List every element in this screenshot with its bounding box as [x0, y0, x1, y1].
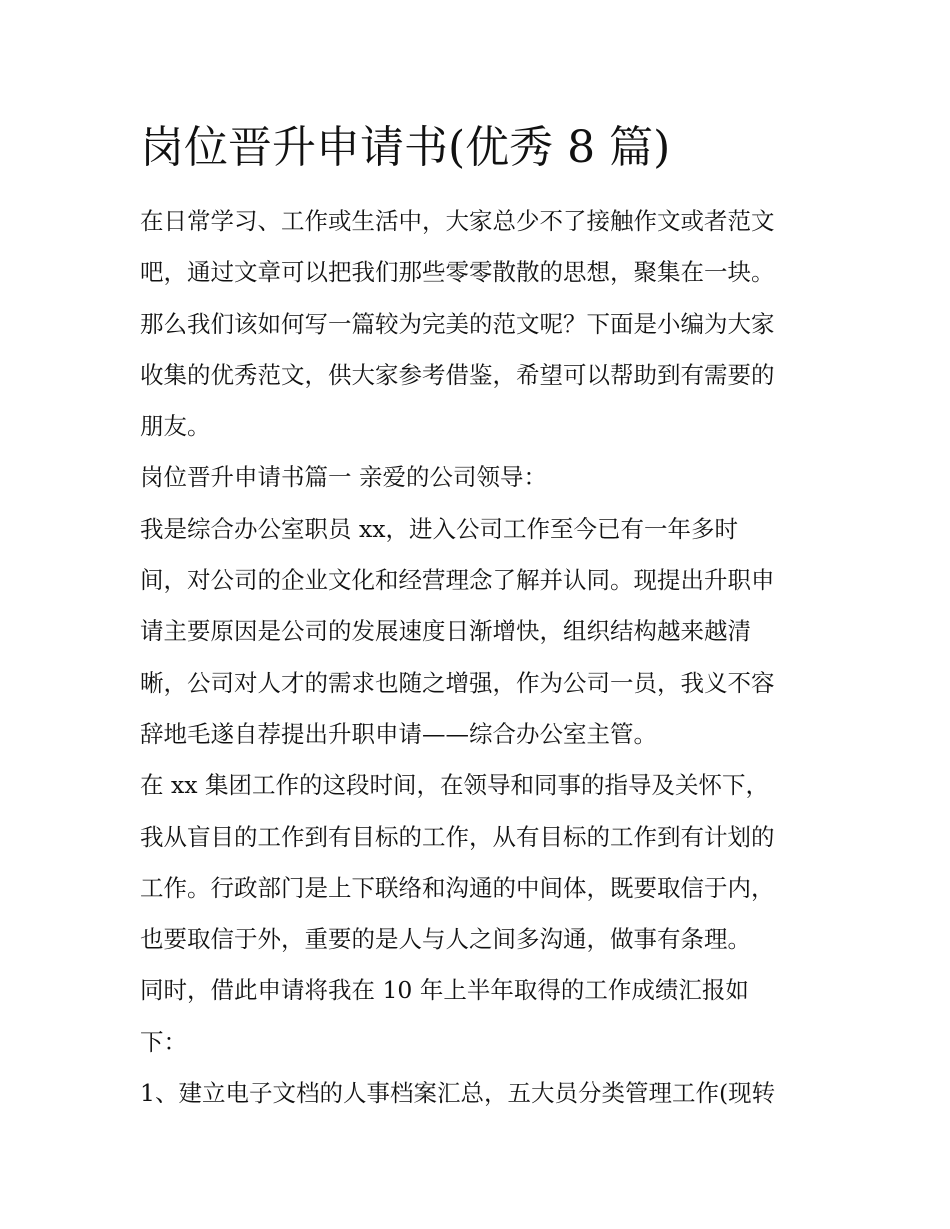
body-line: 请主要原因是公司的发展速度日渐增快，组织结构越来越清: [140, 617, 751, 646]
body-line: 辞地毛遂自荐提出升职申请——综合办公室主管。: [140, 719, 657, 748]
body-line: 朋友。: [140, 412, 211, 441]
body-line: 下：: [140, 1027, 187, 1056]
list-item-line: 1、建立电子文档的人事档案汇总，五大员分类管理工作(现转: [140, 1079, 776, 1108]
body-line: 吧，通过文章可以把我们那些零零散散的思想，聚集在一块。: [140, 258, 775, 287]
body-line: 在 xx 集团工作的这段时间，在领导和同事的指导及关怀下，: [140, 771, 769, 800]
section-heading-line: 岗位晋升申请书篇一 亲爱的公司领导：: [140, 463, 547, 492]
body-line: 也要取信于外，重要的是人与人之间多沟通，做事有条理。: [140, 925, 751, 954]
document-body: [140, 196, 830, 1119]
body-line: 晰，公司对人才的需求也随之增强，作为公司一员，我义不容: [140, 668, 775, 697]
body-line: 我从盲目的工作到有目标的工作，从有目标的工作到有计划的: [140, 822, 775, 851]
body-line: 收集的优秀范文，供大家参考借鉴，希望可以帮助到有需要的: [140, 360, 775, 389]
document-title: 岗位晋升申请书(优秀 8 篇): [140, 122, 671, 173]
body-line: 工作。行政部门是上下联络和沟通的中间体，既要取信于内，: [140, 873, 775, 902]
body-line: 在日常学习、工作或生活中，大家总少不了接触作文或者范文: [140, 207, 775, 235]
body-line: 我是综合办公室职员 xx，进入公司工作至今已有一年多时: [140, 514, 738, 543]
body-line: 那么我们该如何写一篇较为完美的范文呢？下面是小编为大家: [140, 309, 775, 338]
body-line: 间，对公司的企业文化和经营理念了解并认同。现提出升职申: [140, 566, 775, 595]
body-line: 同时，借此申请将我在 10 年上半年取得的工作成绩汇报如: [140, 976, 749, 1005]
